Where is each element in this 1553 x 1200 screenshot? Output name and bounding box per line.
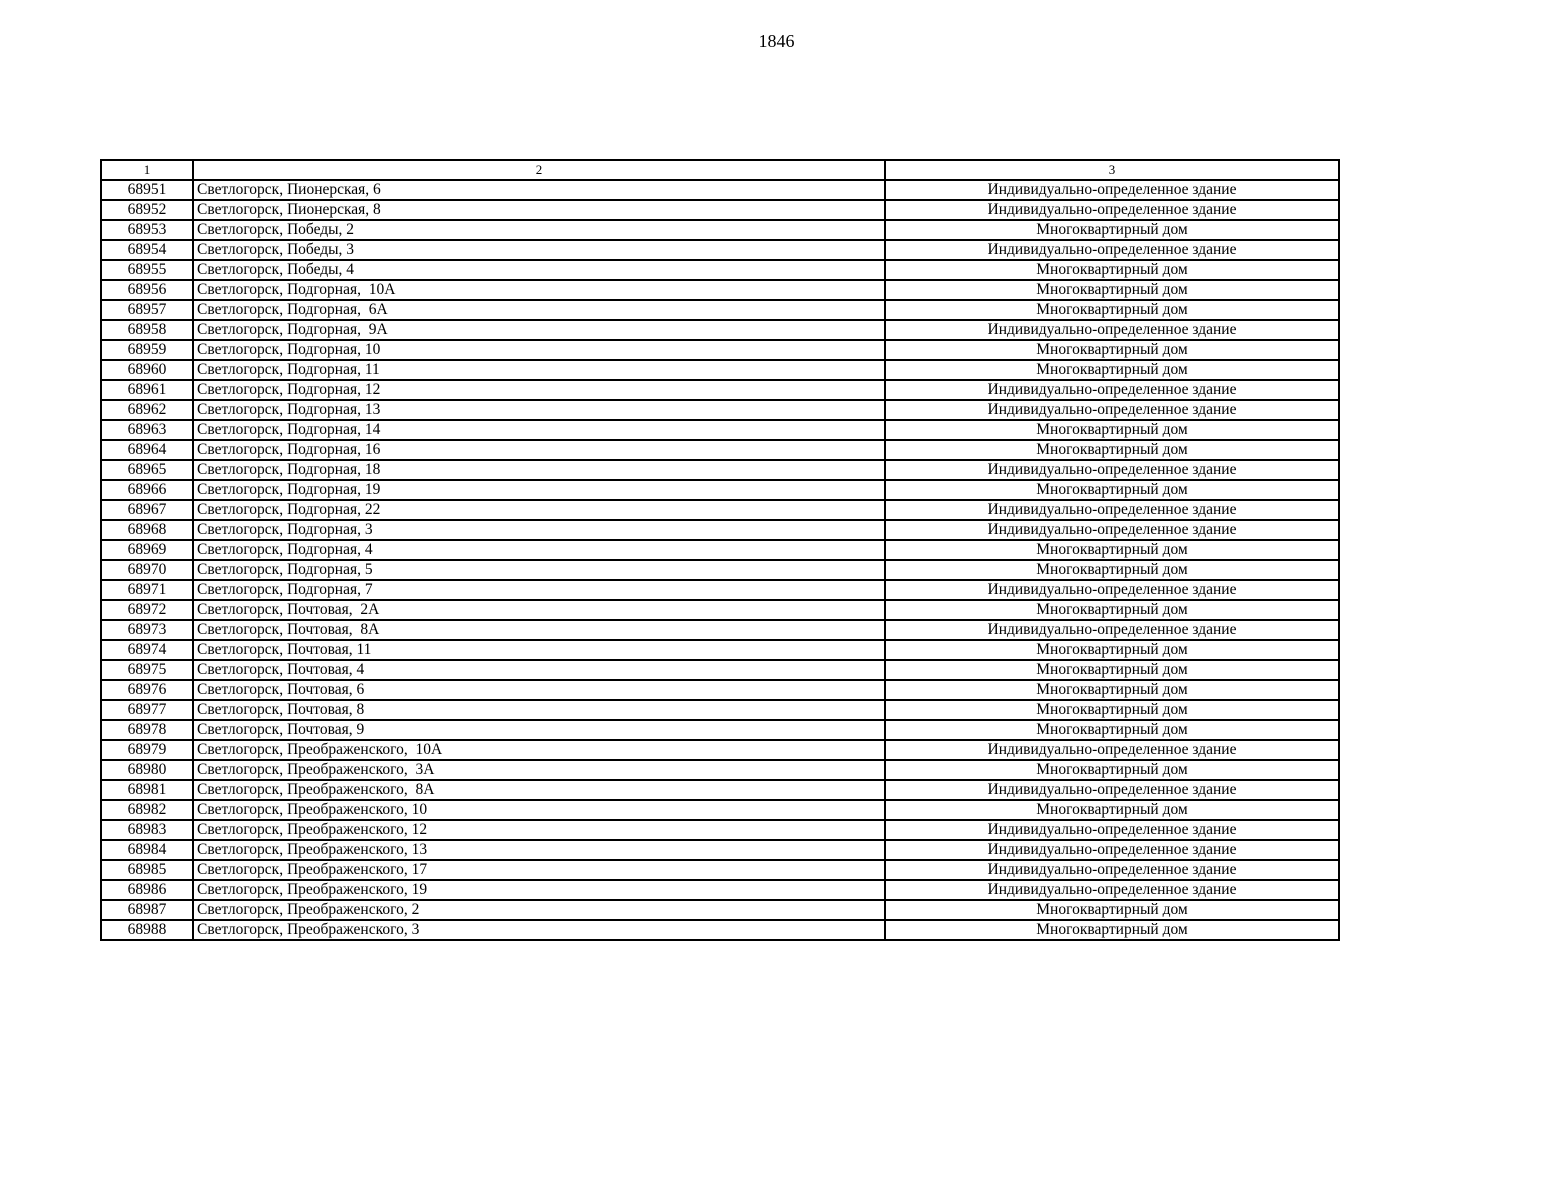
address-cell: Светлогорск, Преображенского, 10А — [193, 740, 885, 760]
address-cell: Светлогорск, Подгорная, 5 — [193, 560, 885, 580]
table-row — [101, 420, 1339, 440]
table-row — [101, 260, 1339, 280]
building-type-cell: Многоквартирный дом — [885, 760, 1339, 780]
row-number-cell: 68963 — [101, 420, 193, 440]
building-type-cell: Многоквартирный дом — [885, 300, 1339, 320]
address-cell: Светлогорск, Почтовая, 6 — [193, 680, 885, 700]
table-row — [101, 740, 1339, 760]
building-type-cell: Индивидуально-определенное здание — [885, 580, 1339, 600]
building-type-cell: Многоквартирный дом — [885, 700, 1339, 720]
row-number-cell: 68958 — [101, 320, 193, 340]
address-cell: Светлогорск, Преображенского, 2 — [193, 900, 885, 920]
address-cell: Светлогорск, Победы, 4 — [193, 260, 885, 280]
building-type-cell: Индивидуально-определенное здание — [885, 880, 1339, 900]
row-number-cell: 68987 — [101, 900, 193, 920]
table-row — [101, 800, 1339, 820]
building-type-cell: Индивидуально-определенное здание — [885, 400, 1339, 420]
row-number-cell: 68978 — [101, 720, 193, 740]
address-cell: Светлогорск, Подгорная, 12 — [193, 380, 885, 400]
building-type-cell: Многоквартирный дом — [885, 540, 1339, 560]
table-header — [101, 160, 1339, 180]
building-type-cell: Индивидуально-определенное здание — [885, 500, 1339, 520]
address-cell: Светлогорск, Подгорная, 7 — [193, 580, 885, 600]
address-cell: Светлогорск, Победы, 3 — [193, 240, 885, 260]
building-type-cell: Многоквартирный дом — [885, 920, 1339, 940]
table-row — [101, 380, 1339, 400]
building-type-cell: Индивидуально-определенное здание — [885, 840, 1339, 860]
building-type-cell: Многоквартирный дом — [885, 720, 1339, 740]
table-row — [101, 560, 1339, 580]
row-number-cell: 68953 — [101, 220, 193, 240]
table-row — [101, 360, 1339, 380]
table-row — [101, 600, 1339, 620]
row-number-cell: 68962 — [101, 400, 193, 420]
row-number-cell: 68979 — [101, 740, 193, 760]
table-row — [101, 580, 1339, 600]
row-number-cell: 68970 — [101, 560, 193, 580]
table-row — [101, 900, 1339, 920]
row-number-cell: 68959 — [101, 340, 193, 360]
building-type-cell: Индивидуально-определенное здание — [885, 180, 1339, 200]
building-type-cell: Индивидуально-определенное здание — [885, 860, 1339, 880]
address-cell: Светлогорск, Пионерская, 6 — [193, 180, 885, 200]
table-row — [101, 680, 1339, 700]
address-cell: Светлогорск, Подгорная, 10 — [193, 340, 885, 360]
address-cell: Светлогорск, Подгорная, 3 — [193, 520, 885, 540]
building-type-cell: Многоквартирный дом — [885, 420, 1339, 440]
table-row — [101, 320, 1339, 340]
row-number-cell: 68952 — [101, 200, 193, 220]
row-number-cell: 68966 — [101, 480, 193, 500]
row-number-cell: 68986 — [101, 880, 193, 900]
table-row — [101, 720, 1339, 740]
address-cell: Светлогорск, Преображенского, 3 — [193, 920, 885, 940]
building-type-cell: Индивидуально-определенное здание — [885, 460, 1339, 480]
table-row — [101, 460, 1339, 480]
address-cell: Светлогорск, Почтовая, 8А — [193, 620, 885, 640]
row-number-cell: 68969 — [101, 540, 193, 560]
address-cell: Светлогорск, Подгорная, 19 — [193, 480, 885, 500]
building-type-cell: Индивидуально-определенное здание — [885, 320, 1339, 340]
building-type-cell: Многоквартирный дом — [885, 640, 1339, 660]
row-number-cell: 68951 — [101, 180, 193, 200]
table-row — [101, 760, 1339, 780]
building-type-cell: Многоквартирный дом — [885, 480, 1339, 500]
address-cell: Светлогорск, Победы, 2 — [193, 220, 885, 240]
building-type-cell: Многоквартирный дом — [885, 680, 1339, 700]
table-row — [101, 500, 1339, 520]
building-type-cell: Индивидуально-определенное здание — [885, 520, 1339, 540]
address-cell: Светлогорск, Подгорная, 22 — [193, 500, 885, 520]
row-number-cell: 68982 — [101, 800, 193, 820]
building-type-cell: Многоквартирный дом — [885, 440, 1339, 460]
building-type-cell: Многоквартирный дом — [885, 800, 1339, 820]
table-row — [101, 780, 1339, 800]
row-number-cell: 68955 — [101, 260, 193, 280]
row-number-cell: 68988 — [101, 920, 193, 940]
address-cell: Светлогорск, Почтовая, 4 — [193, 660, 885, 680]
row-number-cell: 68977 — [101, 700, 193, 720]
building-registry-table — [100, 159, 1340, 941]
address-cell: Светлогорск, Подгорная, 11 — [193, 360, 885, 380]
building-type-cell: Многоквартирный дом — [885, 600, 1339, 620]
address-cell: Светлогорск, Подгорная, 16 — [193, 440, 885, 460]
row-number-cell: 68981 — [101, 780, 193, 800]
row-number-cell: 68980 — [101, 760, 193, 780]
building-type-cell: Многоквартирный дом — [885, 900, 1339, 920]
address-cell: Светлогорск, Подгорная, 13 — [193, 400, 885, 420]
building-type-cell: Многоквартирный дом — [885, 220, 1339, 240]
address-cell: Светлогорск, Подгорная, 14 — [193, 420, 885, 440]
address-cell: Светлогорск, Преображенского, 17 — [193, 860, 885, 880]
table-row — [101, 480, 1339, 500]
column-header-1: 1 — [101, 160, 193, 180]
building-type-cell: Многоквартирный дом — [885, 560, 1339, 580]
row-number-cell: 68971 — [101, 580, 193, 600]
building-type-cell: Индивидуально-определенное здание — [885, 620, 1339, 640]
table-row — [101, 280, 1339, 300]
table-row — [101, 880, 1339, 900]
address-cell: Светлогорск, Преображенского, 19 — [193, 880, 885, 900]
table-row — [101, 240, 1339, 260]
address-cell: Светлогорск, Почтовая, 8 — [193, 700, 885, 720]
row-number-cell: 68983 — [101, 820, 193, 840]
table-row — [101, 440, 1339, 460]
table-row — [101, 660, 1339, 680]
row-number-cell: 68956 — [101, 280, 193, 300]
row-number-cell: 68957 — [101, 300, 193, 320]
table-row — [101, 520, 1339, 540]
table-body — [101, 180, 1339, 940]
building-type-cell: Индивидуально-определенное здание — [885, 200, 1339, 220]
row-number-cell: 68975 — [101, 660, 193, 680]
address-cell: Светлогорск, Преображенского, 3А — [193, 760, 885, 780]
address-cell: Светлогорск, Преображенского, 13 — [193, 840, 885, 860]
table-row — [101, 180, 1339, 200]
table-row — [101, 540, 1339, 560]
address-cell: Светлогорск, Подгорная, 4 — [193, 540, 885, 560]
table-row — [101, 640, 1339, 660]
table-row — [101, 920, 1339, 940]
table-row — [101, 340, 1339, 360]
address-cell: Светлогорск, Почтовая, 11 — [193, 640, 885, 660]
row-number-cell: 68965 — [101, 460, 193, 480]
address-cell: Светлогорск, Преображенского, 10 — [193, 800, 885, 820]
building-type-cell: Многоквартирный дом — [885, 340, 1339, 360]
address-cell: Светлогорск, Подгорная, 9А — [193, 320, 885, 340]
column-header-2: 2 — [193, 160, 885, 180]
page-number: 1846 — [758, 31, 795, 51]
building-type-cell: Индивидуально-определенное здание — [885, 740, 1339, 760]
row-number-cell: 68967 — [101, 500, 193, 520]
building-type-cell: Индивидуально-определенное здание — [885, 380, 1339, 400]
table-row — [101, 840, 1339, 860]
building-type-cell: Индивидуально-определенное здание — [885, 240, 1339, 260]
building-type-cell: Многоквартирный дом — [885, 280, 1339, 300]
row-number-cell: 68974 — [101, 640, 193, 660]
column-header-3: 3 — [885, 160, 1339, 180]
table-row — [101, 300, 1339, 320]
row-number-cell: 68976 — [101, 680, 193, 700]
address-cell: Светлогорск, Подгорная, 6А — [193, 300, 885, 320]
address-cell: Светлогорск, Почтовая, 9 — [193, 720, 885, 740]
address-cell: Светлогорск, Преображенского, 12 — [193, 820, 885, 840]
address-cell: Светлогорск, Преображенского, 8А — [193, 780, 885, 800]
row-number-cell: 68968 — [101, 520, 193, 540]
row-number-cell: 68972 — [101, 600, 193, 620]
building-type-cell: Многоквартирный дом — [885, 260, 1339, 280]
building-type-cell: Индивидуально-определенное здание — [885, 780, 1339, 800]
row-number-cell: 68961 — [101, 380, 193, 400]
row-number-cell: 68973 — [101, 620, 193, 640]
table-row — [101, 620, 1339, 640]
table-row — [101, 860, 1339, 880]
table-row — [101, 220, 1339, 240]
table-row — [101, 700, 1339, 720]
address-cell: Светлогорск, Подгорная, 18 — [193, 460, 885, 480]
header-row — [101, 160, 1339, 180]
row-number-cell: 68960 — [101, 360, 193, 380]
building-type-cell: Многоквартирный дом — [885, 660, 1339, 680]
address-cell: Светлогорск, Подгорная, 10А — [193, 280, 885, 300]
address-cell: Светлогорск, Пионерская, 8 — [193, 200, 885, 220]
address-cell: Светлогорск, Почтовая, 2А — [193, 600, 885, 620]
table-row — [101, 200, 1339, 220]
row-number-cell: 68985 — [101, 860, 193, 880]
building-type-cell: Многоквартирный дом — [885, 360, 1339, 380]
row-number-cell: 68954 — [101, 240, 193, 260]
row-number-cell: 68964 — [101, 440, 193, 460]
table-row — [101, 820, 1339, 840]
building-type-cell: Индивидуально-определенное здание — [885, 820, 1339, 840]
row-number-cell: 68984 — [101, 840, 193, 860]
table-row — [101, 400, 1339, 420]
